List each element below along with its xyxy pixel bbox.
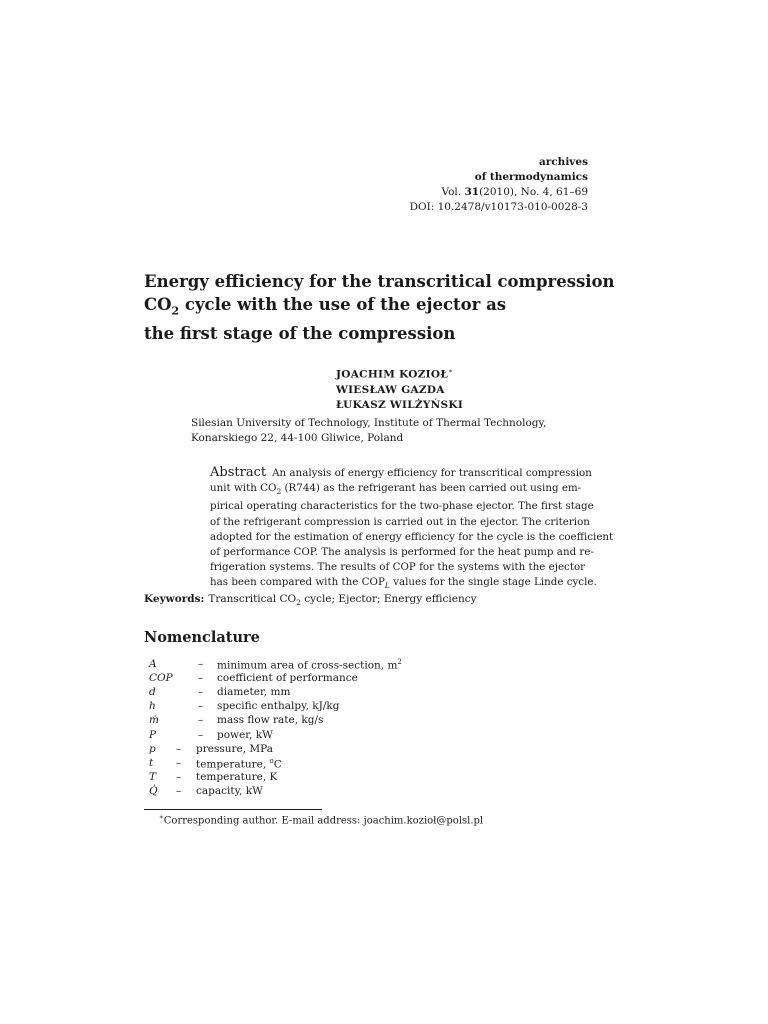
volume-prefix: Vol. xyxy=(441,186,465,198)
nomenclature-dash: – xyxy=(198,672,204,685)
nomenclature-dash: – xyxy=(198,714,204,727)
abstract-line-7: frigeration systems. The results of COP for the systems with the ejector xyxy=(210,561,586,574)
corresponding-mark: ∗ xyxy=(448,367,454,375)
abstract-line-5: adopted for the estimation of energy efficiency for the cycle is the coefficient xyxy=(210,530,614,543)
nomenclature-symbol: A xyxy=(149,658,157,670)
nomenclature-description-text: power, kW xyxy=(217,728,273,741)
title-co-subscript: 2 xyxy=(171,304,180,318)
abstract-line-3: pirical operating characteristics for the two-phase ejector. The first stage xyxy=(210,500,594,513)
keywords-pre: Transcritical CO xyxy=(208,593,297,605)
nomenclature-symbol: T xyxy=(149,770,157,783)
author-3: ŁUKASZ WILŻYŃSKI xyxy=(336,398,464,411)
nomenclature-dash: – xyxy=(198,658,204,670)
volume-suffix: (2010), No. 4, 61–69 xyxy=(479,186,588,198)
nomenclature-symbol: ṁ xyxy=(149,714,159,727)
abstract-line-2-pre: unit with CO xyxy=(210,482,277,495)
nomenclature-unit-superscript: o xyxy=(269,756,274,765)
footnote-text: Corresponding author. E-mail address: joachim.kozioł@polsl.pl xyxy=(163,815,484,827)
abstract-line-1 xyxy=(210,465,590,481)
nomenclature-symbol: t xyxy=(149,756,154,769)
nomenclature-dash: – xyxy=(198,728,204,741)
nomenclature-symbol: p xyxy=(149,742,156,755)
nomenclature-symbol: h xyxy=(149,700,156,713)
nomenclature-description-text: coefficient of performance xyxy=(217,672,358,685)
nomenclature-dash: – xyxy=(198,700,204,713)
journal-name-line2: of thermodynamics xyxy=(474,171,588,183)
footnote xyxy=(159,813,483,826)
abstract-line-4: of the refrigerant compression is carried out in the ejector. The criterion xyxy=(210,515,590,528)
nomenclature-description xyxy=(196,743,273,755)
nomenclature-description xyxy=(217,658,402,672)
nomenclature-description-text: temperature, K xyxy=(196,770,278,783)
nomenclature-heading: Nomenclature xyxy=(144,629,260,646)
footnote-mark: ∗ xyxy=(159,813,164,821)
nomenclature-symbol: d xyxy=(149,686,156,699)
nomenclature-description xyxy=(217,700,340,712)
nomenclature-description-text: diameter, mm xyxy=(217,686,291,699)
journal-volume xyxy=(410,185,588,200)
nomenclature-description-text: mass flow rate, kg/s xyxy=(217,714,324,727)
affiliation-line-1: Silesian University of Technology, Institute of Thermal Technology, xyxy=(191,417,547,429)
abstract-line-1-text: An analysis of energy efficiency for transcritical compression xyxy=(272,467,592,479)
nomenclature-description-text: pressure, MPa xyxy=(196,742,274,755)
nomenclature-dash: – xyxy=(176,756,182,769)
abstract xyxy=(210,465,614,594)
abstract-line-6: of performance COP. The analysis is performed for the heat pump and re- xyxy=(210,546,594,559)
title-line-2-rest: cycle with the use of the ejector as xyxy=(179,295,507,314)
keywords-co-subscript: 2 xyxy=(296,598,301,608)
nomenclature-description-text: capacity, kW xyxy=(196,784,263,797)
author-list xyxy=(336,364,463,413)
title-co: CO xyxy=(144,295,172,314)
nomenclature-symbol: Q̇ xyxy=(149,784,158,797)
nomenclature-unit-suffix: C xyxy=(273,758,282,771)
nomenclature-description xyxy=(217,672,358,684)
journal-doi: DOI: 10.2478/v10173-010-0028-3 xyxy=(409,201,588,213)
nomenclature-dash: – xyxy=(176,770,182,783)
keywords-post: cycle; Ejector; Energy efficiency xyxy=(300,593,477,605)
nomenclature-symbol: P xyxy=(149,728,157,741)
nomenclature-dash: – xyxy=(176,784,182,797)
nomenclature-description xyxy=(196,785,263,797)
nomenclature-description xyxy=(196,771,277,783)
author-1-name: JOACHIM KOZIOŁ xyxy=(336,368,449,381)
nomenclature-symbol: COP xyxy=(149,672,173,685)
nomenclature-dash: – xyxy=(198,686,204,699)
nomenclature-description xyxy=(217,714,323,726)
abstract-line-2 xyxy=(210,481,590,499)
keywords-label: Keywords: xyxy=(144,593,205,605)
affiliation-line-2: Konarskiego 22, 44-100 Gliwice, Poland xyxy=(191,432,404,444)
abstract-heading: Abstract xyxy=(210,465,267,480)
nomenclature-unit-superscript: 2 xyxy=(397,658,402,666)
nomenclature-description xyxy=(196,757,282,771)
footnote-rule xyxy=(144,809,322,810)
author-2: WIESŁAW GAZDA xyxy=(336,383,445,396)
keywords xyxy=(144,593,477,607)
abstract-line-8-pre: has been compared with the COP xyxy=(210,576,385,589)
abstract-cop-subscript: L xyxy=(384,581,390,591)
nomenclature-description-text: temperature, xyxy=(196,758,270,771)
abstract-line-8 xyxy=(210,575,597,593)
author-1 xyxy=(336,364,463,383)
nomenclature-description xyxy=(217,729,273,741)
abstract-line-8-post: values for the single stage Linde cycle. xyxy=(389,576,597,589)
nomenclature-description-text: specific enthalpy, kJ/kg xyxy=(217,700,340,713)
journal-header xyxy=(410,155,588,215)
title-line-1: Energy efficiency for the transcritical compression xyxy=(144,272,615,291)
title-line-3: the first stage of the compression xyxy=(144,324,456,344)
paper-title xyxy=(144,270,615,345)
affiliation xyxy=(191,416,546,446)
abstract-co-subscript: 2 xyxy=(276,487,282,497)
volume-number: 31 xyxy=(464,186,480,198)
nomenclature-description xyxy=(217,686,290,698)
nomenclature-description-text: minimum area of cross-section, m xyxy=(217,659,398,672)
journal-name-line1: archives xyxy=(538,156,588,168)
nomenclature-dash: – xyxy=(176,742,182,755)
title-line-2 xyxy=(144,293,604,322)
abstract-line-2-post: (R744) as the refrigerant has been carried out using em- xyxy=(281,482,582,495)
